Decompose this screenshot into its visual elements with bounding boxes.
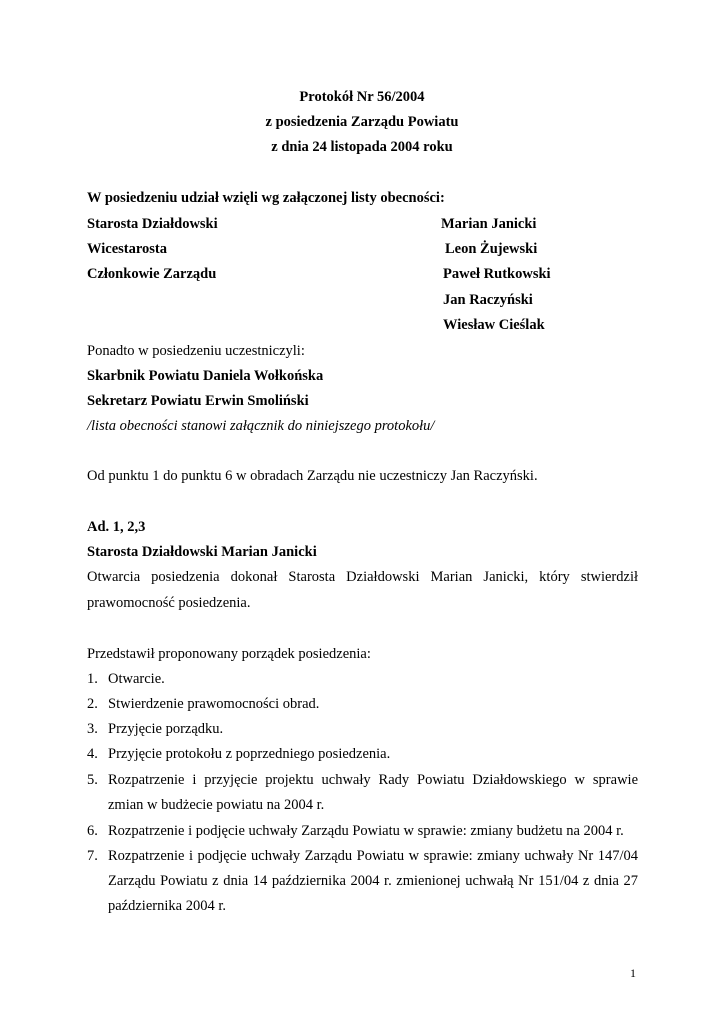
document-title: Protokół Nr 56/2004: [299, 89, 425, 105]
attendance-intro: W posiedzeniu udział wzięli wg załączonej listy obecności:: [87, 190, 445, 206]
attendee-name: Wiesław Cieślak: [443, 317, 545, 333]
attendee-name: Leon Żujewski: [445, 241, 538, 257]
attendance-note: /lista obecności stanowi załącznik do niniejszego protokołu/: [87, 418, 435, 434]
agenda-item-number: 2.: [87, 696, 98, 712]
section-paragraph-line: Otwarcia posiedzenia dokonał Starosta Działdowski Marian Janicki, który stwierdził: [87, 569, 638, 585]
page-number: 1: [630, 966, 636, 980]
agenda-item-text: Stwierdzenie prawomocności obrad.: [108, 696, 320, 712]
agenda-item-text: Przyjęcie protokołu z poprzedniego posiedzenia.: [108, 746, 391, 762]
agenda-item-text: Rozpatrzenie i podjęcie uchwały Zarządu Powiatu w sprawie: zmiany budżetu na 2004 r.: [108, 823, 624, 839]
attendee-name: Paweł Rutkowski: [443, 266, 551, 282]
agenda-item-text: Rozpatrzenie i podjęcie uchwały Zarządu Powiatu w sprawie: zmiany uchwały Nr 147/04: [108, 848, 638, 864]
role-czlonkowie: Członkowie Zarządu: [87, 266, 217, 282]
sekretarz-line: Sekretarz Powiatu Erwin Smoliński: [87, 393, 309, 409]
agenda-item-text: zmian w budżecie powiatu na 2004 r.: [108, 797, 325, 813]
agenda-item-number: 6.: [87, 823, 98, 839]
role-starosta: Starosta Działdowski: [87, 216, 218, 232]
document-date: z dnia 24 listopada 2004 roku: [271, 139, 453, 155]
additional-intro: Ponadto w posiedzeniu uczestniczyli:: [87, 343, 305, 359]
agenda-item-text: Zarządu Powiatu z dnia 14 października 2004 r. zmienionej uchwałą Nr 151/04 z dnia 27: [108, 873, 638, 889]
section-speaker: Starosta Działdowski Marian Janicki: [87, 544, 317, 560]
agenda-item-number: 5.: [87, 772, 98, 788]
agenda-item-number: 1.: [87, 671, 98, 687]
agenda-item-number: 7.: [87, 848, 98, 864]
agenda-item-text: Przyjęcie porządku.: [108, 721, 224, 737]
section-heading: Ad. 1, 2,3: [87, 519, 146, 535]
section-paragraph-line: prawomocność posiedzenia.: [87, 595, 251, 611]
agenda-item-text: Otwarcie.: [108, 671, 165, 687]
attendee-name: Jan Raczyński: [443, 292, 533, 308]
agenda-item-text: października 2004 r.: [108, 898, 226, 914]
agenda-intro: Przedstawił proponowany porządek posiedzenia:: [87, 646, 371, 662]
agenda-item-number: 3.: [87, 721, 98, 737]
agenda-item-text: Rozpatrzenie i przyjęcie projektu uchwały Rady Powiatu Działdowskiego w sprawie: [108, 772, 638, 788]
absence-note: Od punktu 1 do punktu 6 w obradach Zarządu nie uczestniczy Jan Raczyński.: [87, 468, 538, 484]
document-subtitle: z posiedzenia Zarządu Powiatu: [265, 114, 459, 130]
skarbnik-line: Skarbnik Powiatu Daniela Wołkońska: [87, 368, 324, 384]
agenda-item-number: 4.: [87, 746, 98, 762]
role-wicestarosta: Wicestarosta: [87, 241, 168, 257]
attendee-name: Marian Janicki: [441, 216, 537, 232]
